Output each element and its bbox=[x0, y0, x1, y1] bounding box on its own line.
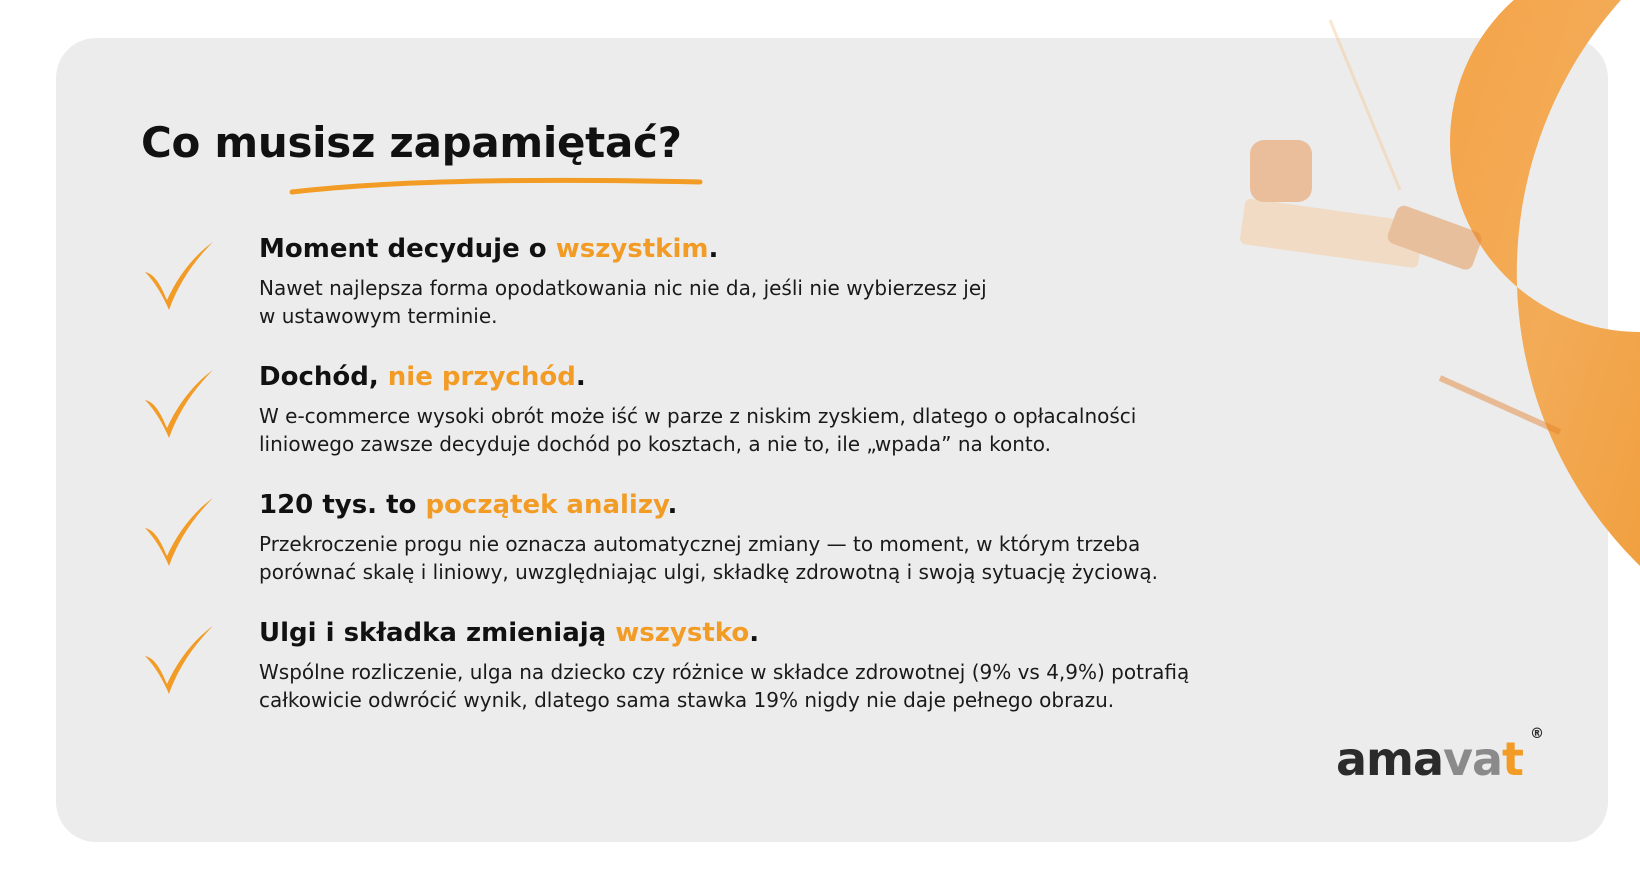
heading-accent: nie przychód bbox=[387, 362, 576, 392]
list-item bbox=[141, 234, 1261, 344]
checkmark-icon bbox=[141, 366, 217, 442]
item-description: Nawet najlepsza forma opodatkowania nic nie da, jeśli nie wybierzesz jej w ustawowym terminie. bbox=[259, 276, 987, 328]
heading-accent: początek analizy bbox=[425, 490, 668, 520]
item-description: Wspólne rozliczenie, ulga na dziecko czy różnice w składce zdrowotnej (9% vs 4,9%) potrafią całkowicie odwrócić wynik, dlatego sama stawka 19% nigdy nie daje pełnego obrazu. bbox=[259, 660, 1190, 712]
item-heading: Dochód, nie przychód. bbox=[259, 362, 586, 392]
amavat-logo: amavat ® bbox=[1336, 726, 1544, 786]
checkmark-icon bbox=[141, 494, 217, 570]
heading-accent: wszystkim bbox=[555, 234, 709, 264]
item-description: Przekroczenie progu nie oznacza automatycznej zmiany — to moment, w którym trzeba porównać skalę i liniowy, uwzględniając ulgi, składkę zdrowotną i swoją sytuację życiową. bbox=[259, 532, 1159, 584]
checklist bbox=[141, 0, 1261, 880]
page-title: Co musisz zapamiętać? bbox=[141, 118, 682, 167]
heading-accent: wszystko bbox=[615, 618, 750, 648]
item-heading: 120 tys. to początek analizy. bbox=[259, 490, 678, 520]
checkmark-icon bbox=[141, 238, 217, 314]
registered-mark: ® bbox=[1530, 726, 1544, 742]
list-item bbox=[141, 618, 1261, 728]
checkmark-icon bbox=[141, 622, 217, 698]
list-item bbox=[141, 362, 1261, 472]
item-description: W e-commerce wysoki obrót może iść w parze z niskim zyskiem, dlatego o opłacalności liniowego zawsze decyduje dochód po kosztach, a nie to, ile „wpada” na konto. bbox=[259, 404, 1137, 456]
item-heading: Moment decyduje o wszystkim. bbox=[259, 234, 719, 264]
item-heading: Ulgi i składka zmieniają wszystko. bbox=[259, 618, 760, 648]
list-item bbox=[141, 490, 1261, 600]
